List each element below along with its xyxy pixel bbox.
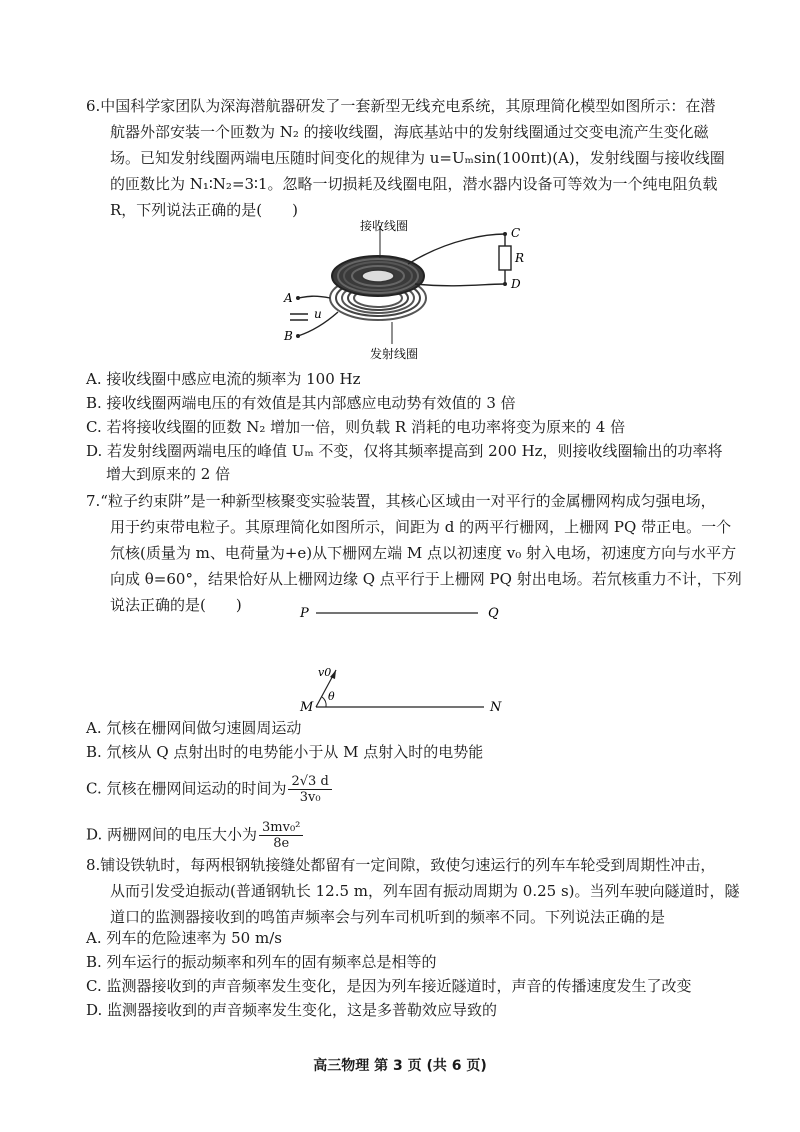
fraction-denominator: 8e — [273, 836, 290, 851]
label-c: C — [511, 226, 521, 240]
q8-line: 从而引发受迫振动(普通钢轨长 12.5 m，列车固有振动周期为 0.25 s)。当列车驶向隧道时，隧 — [110, 882, 740, 900]
q7-line: 氘核(质量为 m、电荷量为+e)从下栅网左端 M 点以初速度 v₀ 射入电场，初速度方向与水平方 — [110, 544, 737, 562]
label-v0: v0 — [318, 666, 332, 679]
label-u: u — [314, 307, 322, 321]
q8-line: 8.铺设铁轨时，每两根钢轨接缝处都留有一定间隙，致使匀速运行的列车车轮受到周期性冲击， — [86, 856, 716, 874]
q6-line: 6.中国科学家团队为深海潜航器研发了一套新型无线充电系统，其原理简化模型如图所示：在潜 — [86, 97, 716, 115]
fraction — [288, 774, 331, 805]
q7-line: 用于约束带电粒子。其原理简化如图所示，间距为 d 的两平行栅网，上栅网 PQ 带正电。一个 — [110, 518, 732, 536]
q7-option-d[interactable] — [86, 820, 303, 851]
coil-figure — [280, 218, 540, 370]
label-receive-coil: 接收线圈 — [360, 219, 409, 233]
q7-option-b[interactable]: B. 氘核从 Q 点射出时的电势能小于从 M 点射入时的电势能 — [86, 743, 484, 761]
q6-option-a[interactable]: A. 接收线圈中感应电流的频率为 100 Hz — [86, 370, 361, 388]
label-m: M — [300, 700, 314, 715]
q7-line: 说法正确的是( ) — [110, 596, 242, 614]
q7-line: 向成 θ=60°，结果恰好从上栅网边缘 Q 点平行于上栅网 PQ 射出电场。若氘核重力不计，下列 — [110, 570, 742, 588]
q7-option-c-text: C. 氘核在栅网间运动的时间为 — [86, 779, 287, 798]
q6-option-b[interactable]: B. 接收线圈两端电压的有效值是其内部感应电动势有效值的 3 倍 — [86, 394, 516, 412]
q7-line: 7.“粒子约束阱”是一种新型核聚变实验装置，其核心区域由一对平行的金属栅网构成匀强电场， — [86, 492, 716, 510]
q6-option-d-cont: 增大到原来的 2 倍 — [106, 465, 231, 483]
grid-figure — [296, 600, 516, 720]
q6-option-c[interactable]: C. 若将接收线圈的匝数 N₂ 增加一倍，则负载 R 消耗的电功率将变为原来的 4 倍 — [86, 418, 626, 436]
fraction — [259, 820, 303, 851]
q8-option-c[interactable]: C. 监测器接收到的声音频率发生变化，是因为列车接近隧道时，声音的传播速度发生了改变 — [86, 977, 692, 995]
q7-option-a[interactable]: A. 氘核在栅网间做匀速圆周运动 — [86, 719, 302, 737]
label-d: D — [511, 277, 521, 291]
q6-line: R，下列说法正确的是( ) — [110, 201, 298, 219]
q7-option-c[interactable] — [86, 774, 332, 805]
fraction-denominator: 3v₀ — [299, 790, 321, 805]
q8-line: 道口的监测器接收到的鸣笛声频率会与列车司机听到的频率不同。下列说法正确的是 — [110, 908, 666, 926]
label-theta: θ — [328, 690, 335, 703]
label-p: P — [300, 606, 309, 621]
q6-line: 场。已知发射线圈两端电压随时间变化的规律为 u=Uₘsin(100πt)(A)，发射线圈与接收线圈 — [110, 149, 725, 167]
q7-option-d-text: D. 两栅网间的电压大小为 — [86, 825, 258, 844]
resistor-r — [499, 246, 511, 270]
q8-option-b[interactable]: B. 列车运行的振动频率和列车的固有频率总是相等的 — [86, 953, 437, 971]
q8-option-d[interactable]: D. 监测器接收到的声音频率发生变化，这是多普勒效应导致的 — [86, 1001, 498, 1019]
page-footer: 高三物理 第 3 页 (共 6 页) — [313, 1058, 487, 1074]
label-a: A — [284, 291, 293, 305]
q6-option-d[interactable]: D. 若发射线圈两端电压的峰值 Uₘ 不变，仅将其频率提高到 200 Hz，则接收线圈输出的功率将 — [86, 442, 723, 460]
label-r: R — [515, 251, 525, 265]
label-b: B — [284, 329, 293, 343]
q6-line: 的匝数比为 N₁∶N₂=3∶1。忽略一切损耗及线圈电阻，潜水器内设备可等效为一个纯电阻负载 — [110, 175, 718, 193]
label-transmit-coil: 发射线圈 — [370, 347, 419, 361]
fraction-numerator: 2√3 d — [288, 774, 331, 790]
question-6-stem — [86, 93, 726, 223]
question-7-stem — [86, 488, 742, 618]
label-n: N — [490, 700, 502, 715]
fraction-numerator: 3mv₀² — [259, 820, 303, 836]
q8-option-a[interactable]: A. 列车的危险速率为 50 m/s — [86, 929, 282, 947]
question-8-stem — [86, 852, 740, 930]
q6-line: 航器外部安装一个匝数为 N₂ 的接收线圈，海底基站中的发射线圈通过交变电流产生变化磁 — [110, 123, 709, 141]
label-q: Q — [488, 606, 499, 621]
